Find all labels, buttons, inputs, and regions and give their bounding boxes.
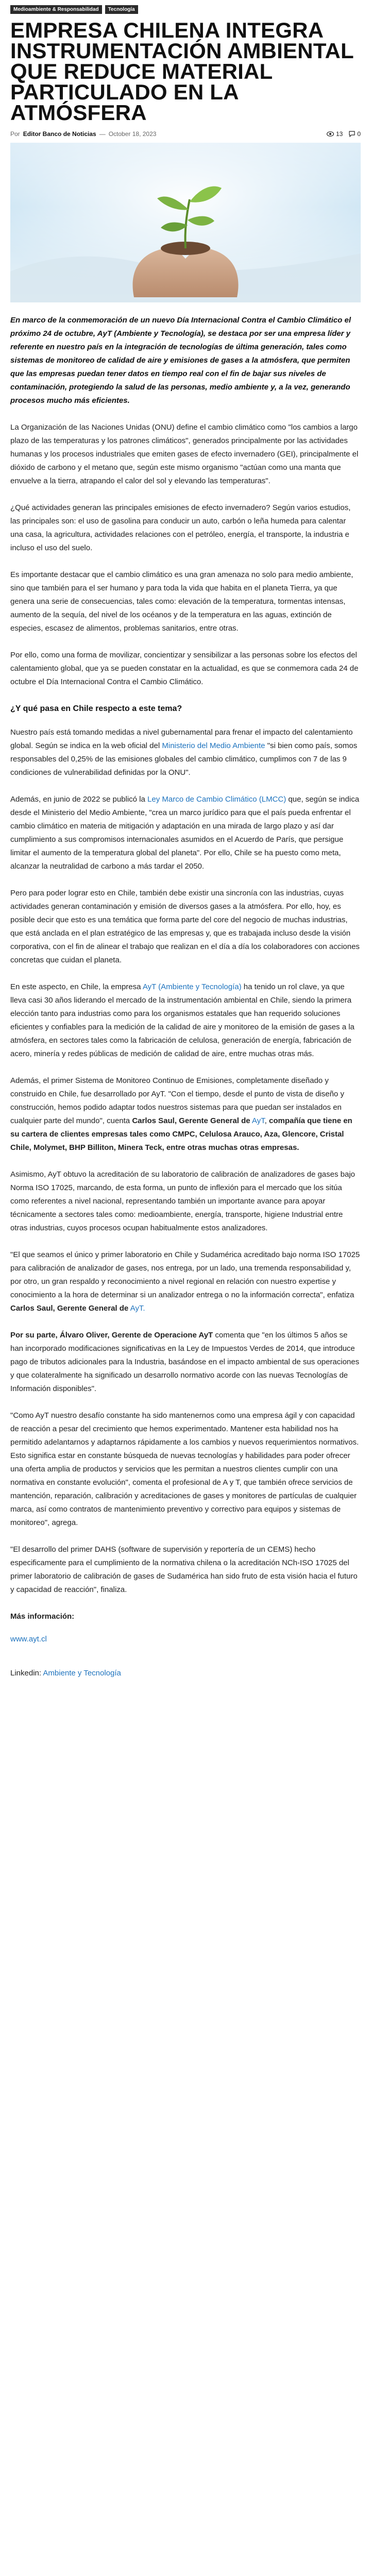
linkedin-label: Linkedin: [10, 1669, 42, 1677]
text: Además, en junio de 2022 se publicó la [10, 795, 148, 804]
text: Además, el primer Sistema de Monitoreo Continuo de Emisiones, completamente diseñado y construido en Chile, fue desarrollado por AyT. "Con el tiempo, desde el punto de vista de diseño y construcción, hemos podido adaptar todos nuestros sistemas para que puedan ser instalados en cualquier parte del mundo", cuenta [10, 1076, 344, 1125]
section-heading: ¿Y qué pasa en Chile respecto a este tema? [10, 704, 182, 713]
strong-text: Por su parte, Álvaro Oliver, Gerente de Operacione AyT [10, 1331, 213, 1340]
comments-value: 0 [357, 130, 361, 138]
comments-count[interactable] [349, 130, 361, 138]
text: En este aspecto, en Chile, la empresa [10, 982, 143, 991]
paragraph: "El desarrollo del primer DAHS (software de supervisión y reportería de un CEMS) hecho especificamente para el cumplimiento de la normativa chilena o la acreditación NCh-ISO 17025 del primer laboratorio de calibración de gases de Sudamérica han sido fruto de esta visión hacia el futuro y capacidad de reacción", finaliza. [10, 1545, 358, 1594]
paragraph [10, 1248, 361, 1315]
text: ha tenido un rol clave, ya que lleva casi 30 años liderando el mercado de la instrumentación ambiental en Chile, siendo la primera elección tanto para industrias como para los organismos estatales que han requerido soluciones eficientes y confiables para la medición de la calidad de aire y monitoreo de la emisión de gases a la atmósfera, en sectores tales como la fabricación de celulosa, generación de energía, fabricación de acero, minería y redes públicas de medición de calidad de aire, entre muchas otras más. [10, 982, 355, 1058]
text: "El que seamos el único y primer laboratorio en Chile y Sudamérica acreditado bajo norma ISO 17025 para calibración de analizador de gases, nos entrega, por un lado, una tremenda responsabilidad y, por otro, un gran respaldo y reconocimiento a nivel regional en relación con nuestro expertise y conocimiento a la hora de determinar si un analizador entrega o no la información correcta", enfatiza [10, 1250, 360, 1299]
hands-holding-plant-icon [10, 143, 361, 302]
comment-icon [349, 131, 355, 137]
strong-text: Carlos Saul, Gerente General de [132, 1116, 250, 1125]
strong-text: compañía que tiene en su cartera de clientes empresas tales como CMPC, Celulosa Arauco, Aza, Glencore, Cristal Chile, Molymet, BHP Billiton, Minera Teck, entre otras muchas otras empresas. [10, 1116, 352, 1152]
text: , [264, 1116, 269, 1125]
paragraph: "Como AyT nuestro desafío constante ha sido mantenernos como una empresa ágil y con capacidad de reacción a pesar del crecimiento que hemos experimentado. Mantener esta habilidad nos ha permitido adelantarnos y adaptarnos rápidamente a los cambios y nuevos requerimientos normativos. Esto significa estar en constante búsqueda de nuevas tecnologías y habilidades para poder ofrecer una oferta amplia de productos y servicios que les permitan a nuestros clientes cumplir con una normativa en constante evolución", comenta el profesional de A y T, que también ofrece servicios de mantención, reparación, calibración y acreditaciones de gases y monitores de partículas de cualquier marca, así como contratos de mantenimiento preventivo y correctivo para equipos y sistemas de monitoreo", agrega. [10, 1411, 359, 1527]
author-link[interactable]: Editor Banco de Noticias [23, 130, 96, 138]
ley-marco-link[interactable]: Ley Marco de Cambio Climático (LMCC) [147, 795, 286, 804]
text: Nuestro país está tomando medidas a nivel gubernamental para frenar el impacto del calentamiento global. Según se indica en la web oficial del [10, 728, 353, 750]
paragraph: Pero para poder lograr esto en Chile, también debe existir una sincronía con las industrias, cuyas actividades generan contaminación y emisión de diversos gases a la atmósfera. Por ello, hoy, es posible decir que esto es una temática que forma parte del core del negocio de muchas industrias, que está anclada en el plan estratégico de las empresas y, que es trabajada incluso desde la visión corporativa, con el fin de alinear el trabajo que realizan en el día a día los colaboradores con acciones concretas que cuidan el planeta. [10, 889, 360, 964]
linkedin-line [10, 1667, 361, 1680]
ayt-link[interactable]: AyT [250, 1116, 265, 1125]
text: "si bien como país, somos responsables del 0,25% de las emisiones globales del cambio climático, cumplimos con 7 de las 9 condiciones de vulnerabilidad definidas por la ONU". [10, 741, 358, 777]
info-heading: Más información: [10, 1612, 75, 1621]
eye-icon [327, 131, 334, 137]
paragraph: Por ello, como una forma de movilizar, concientizar y sensibilizar a las personas sobre los efectos del calentamiento global, que ya se pueden constatar en la actualidad, es que se conmemora cada 24 de octubre el Día Internacional Contra el Cambio Climático. [10, 651, 359, 686]
meta-separator: — [99, 130, 106, 138]
paragraph: La Organización de las Naciones Unidas (ONU) define el cambio climático como "los cambios a largo plazo de las temperaturas y los patrones climáticos", generados principalmente por las actividades humanas y los procesos industriales que emiten gases de efecto invernadero (GEI), principalmente el dióxido de carbono y el metano que, según este mismo organismo "actúan como una manta que envuelve a la tierra, atrapando el calor del sol y elevando las temperaturas". [10, 423, 359, 485]
paragraph: Asimismo, AyT obtuvo la acreditación de su laboratorio de calibración de analizadores de gases bajo Norma ISO 17025, marcando, de esta forma, un punto de inflexión para el mercado que los sitúa como referentes a nivel nacional, representando también un importante avance para apoyar técnicamente a sectores tales como: medioambiente, energía, transporte, higiene Industrial entre otras industrias, cuyos procesos ocupan habitualmente estos analizadores. [10, 1170, 356, 1232]
paragraph [10, 980, 361, 1061]
publish-date: October 18, 2023 [108, 130, 157, 138]
ministerio-link[interactable]: Ministerio del Medio Ambiente [162, 741, 265, 750]
paragraph [10, 726, 361, 779]
lead-paragraph: En marco de la conmemoración de un nuevo Día Internacional Contra el Cambio Climático el próximo 24 de octubre, AyT (Ambiente y Tecnología), se destaca por ser una empresa líder y referente en nuestro país en la integración de tecnologías de última generación, tales como sistemas de monitoreo de calidad de aire y emisiones de gases a la atmósfera, que permiten que las empresas puedan tener datos en tiempo real con el fin de bajar sus niveles de contaminación, protegiendo la salud de las personas, medio ambiente y, a la vez, generando procesos mucho más eficientes. [10, 316, 351, 405]
paragraph: ¿Qué actividades generan las principales emisiones de efecto invernadero? Según varios estudios, las principales son: el uso de gasolina para conducir un auto, carbón o leña humeda para calentar una casa, la agricultura, actividades relaciones con el petróleo, energía, el transporte, la industria e incluso el uso del suelo. [10, 503, 351, 552]
by-label: Por [10, 130, 20, 138]
tag-medioambiente[interactable]: Medioambiente & Responsabilidad [10, 5, 102, 14]
article-meta [10, 130, 361, 138]
article-title: EMPRESA CHILENA INTEGRA INSTRUMENTACIÓN AMBIENTAL QUE REDUCE MATERIAL PARTICULADO EN LA ATMÓSFERA [10, 18, 354, 125]
ayt-link[interactable]: AyT (Ambiente y Tecnología) [142, 982, 242, 991]
article-body [10, 314, 361, 1680]
views-count [327, 130, 343, 138]
ayt-link[interactable]: AyT. [128, 1304, 145, 1313]
text: que, según se indica desde el Ministerio del Medio Ambiente, "crea un marco jurídico para que el país pueda enfrentar el cambio climático en materia de mitigación y adaptación en una mirada de largo plazo y así dar cumplimiento a sus compromisos internacionales asumidos en el Acuerdo de París, que persigue limitar el aumento de la temperatura global del planeta". Por ello, Chile se ha puesto como meta, alcanzar la neutralidad de carbono a más tardar el 2050. [10, 795, 360, 871]
category-tags [10, 0, 361, 14]
tag-tecnologia[interactable]: Tecnología [105, 5, 138, 14]
hero-image [10, 143, 361, 302]
website-link[interactable]: www.ayt.cl [10, 1635, 47, 1643]
paragraph: Es importante destacar que el cambio climático es una gran amenaza no solo para medio ambiente, sino que también para el ser humano y para toda la vida que habita en el planeta Tierra, ya que genera una serie de consecuencias, tales como: elevación de la temperatura, tormentas intensas, aumento de la sequía, del nivel de los océanos y de la temperatura en las aguas, extinción de especies, escasez de alimentos, problemas sanitarios, entre otras. [10, 570, 353, 633]
linkedin-link[interactable]: Ambiente y Tecnología [43, 1669, 121, 1677]
paragraph [10, 1074, 361, 1155]
paragraph [10, 793, 361, 873]
paragraph [10, 1329, 361, 1396]
views-value: 13 [335, 130, 343, 138]
strong-text: Carlos Saul, Gerente General de [10, 1304, 129, 1313]
text: comenta que "en los últimos 5 años se han incorporado modificaciones significativas en la Ley de Impuestos Verdes de 2014, que introduce pago de tributos adicionales para la Industria, basándose en el impacto ambiental de sus operaciones y que colateralmente ha significado un desarrollo normativo acorde con las nuevas Tecnologías de Información disponibles". [10, 1331, 360, 1393]
